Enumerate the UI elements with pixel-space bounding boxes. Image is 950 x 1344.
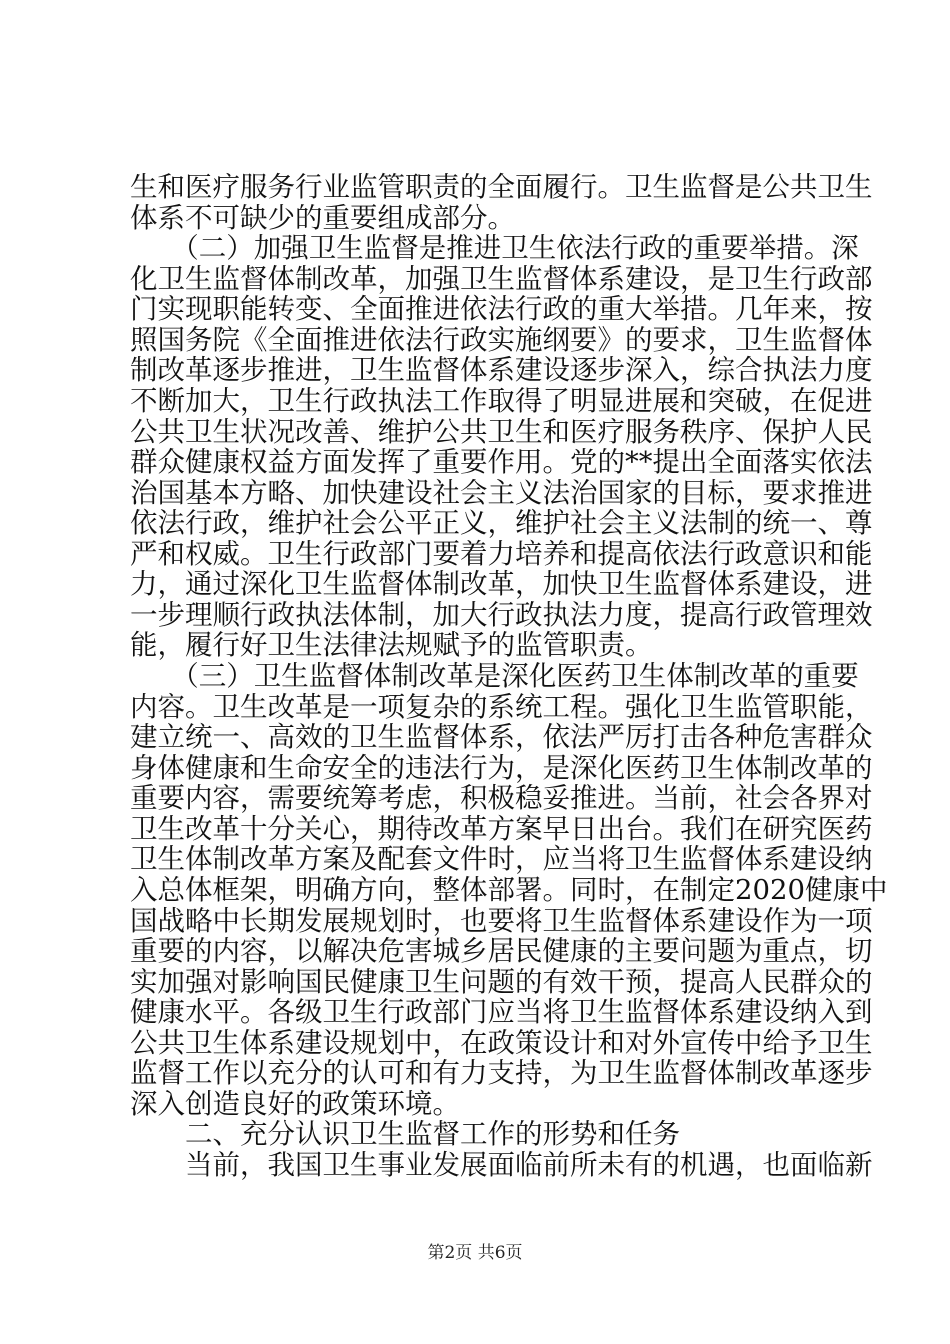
body-text-line: 国战略中长期发展规划时，也要将卫生监督体系建设作为一项 [130, 905, 873, 937]
body-text-line: 身体健康和生命安全的违法行为，是深化医药卫生体制改革的 [130, 752, 873, 784]
body-text-line: 卫生改革十分关心，期待改革方案早日出台。我们在研究医药 [130, 813, 873, 845]
body-text-line: 照国务院《全面推进依法行政实施纲要》的要求，卫生监督体 [130, 324, 873, 356]
body-text-line: 门实现职能转变、全面推进依法行政的重大举措。几年来，按 [130, 293, 873, 325]
body-text-line: 不断加大，卫生行政执法工作取得了明显进展和突破，在促进 [130, 385, 873, 417]
body-text-line: 群众健康权益方面发挥了重要作用。党的**提出全面落实依法 [130, 446, 873, 478]
body-text-line: 制改革逐步推进，卫生监督体系建设逐步深入，综合执法力度 [130, 354, 873, 386]
body-text-line: 能，履行好卫生法律法规赋予的监管职责。 [130, 629, 653, 661]
body-text-line: 一步理顺行政执法体制，加大行政执法力度，提高行政管理效 [130, 599, 873, 631]
body-text-line: 建立统一、高效的卫生监督体系，依法严厉打击各种危害群众 [130, 721, 873, 753]
body-text-line: 依法行政，维护社会公平正义，维护社会主义法制的统一、尊 [130, 507, 873, 539]
body-text-line: 健康水平。各级卫生行政部门应当将卫生监督体系建设纳入到 [130, 996, 873, 1028]
body-text-line: 实加强对影响国民健康卫生问题的有效干预，提高人民群众的 [130, 966, 873, 998]
body-text-line: 深入创造良好的政策环境。 [130, 1088, 460, 1120]
body-text-line: 入总体框架，明确方向，整体部署。同时，在制定2020健康中 [130, 874, 888, 906]
body-text-line: 生和医疗服务行业监管职责的全面履行。卫生监督是公共卫生 [130, 171, 873, 203]
body-text-line: （三）卫生监督体制改革是深化医药卫生体制改革的重要 [130, 660, 859, 692]
body-text-line: 内容。卫生改革是一项复杂的系统工程。强化卫生监管职能， [130, 691, 873, 723]
body-text-line: 体系不可缺少的重要组成部分。 [130, 202, 515, 234]
body-text-line: （二）加强卫生监督是推进卫生依法行政的重要举措。深 [130, 232, 859, 264]
body-text-line: 卫生体制改革方案及配套文件时，应当将卫生监督体系建设纳 [130, 843, 873, 875]
body-text-line: 力，通过深化卫生监督体制改革，加快卫生监督体系建设，进 [130, 568, 873, 600]
body-text-line: 化卫生监督体制改革，加强卫生监督体系建设，是卫生行政部 [130, 263, 873, 295]
body-text-line: 重要的内容，以解决危害城乡居民健康的主要问题为重点，切 [130, 935, 873, 967]
page-footer: 第2页 共6页 [427, 1243, 523, 1263]
body-text-line: 严和权威。卫生行政部门要着力培养和提高依法行政意识和能 [130, 538, 873, 570]
section-heading: 二、充分认识卫生监督工作的形势和任务 [130, 1118, 680, 1150]
body-text-line: 公共卫生状况改善、维护公共卫生和医疗服务秩序、保护人民 [130, 416, 873, 448]
body-text-line: 公共卫生体系建设规划中，在政策设计和对外宣传中给予卫生 [130, 1027, 873, 1059]
body-text-line: 治国基本方略、加快建设社会主义法治国家的目标，要求推进 [130, 477, 873, 509]
body-text-line: 重要内容，需要统筹考虑，积极稳妥推进。当前，社会各界对 [130, 782, 873, 814]
body-text-line: 监督工作以充分的认可和有力支持，为卫生监督体制改革逐步 [130, 1057, 873, 1089]
body-text-line: 当前，我国卫生事业发展面临前所未有的机遇，也面临新 [130, 1149, 873, 1181]
